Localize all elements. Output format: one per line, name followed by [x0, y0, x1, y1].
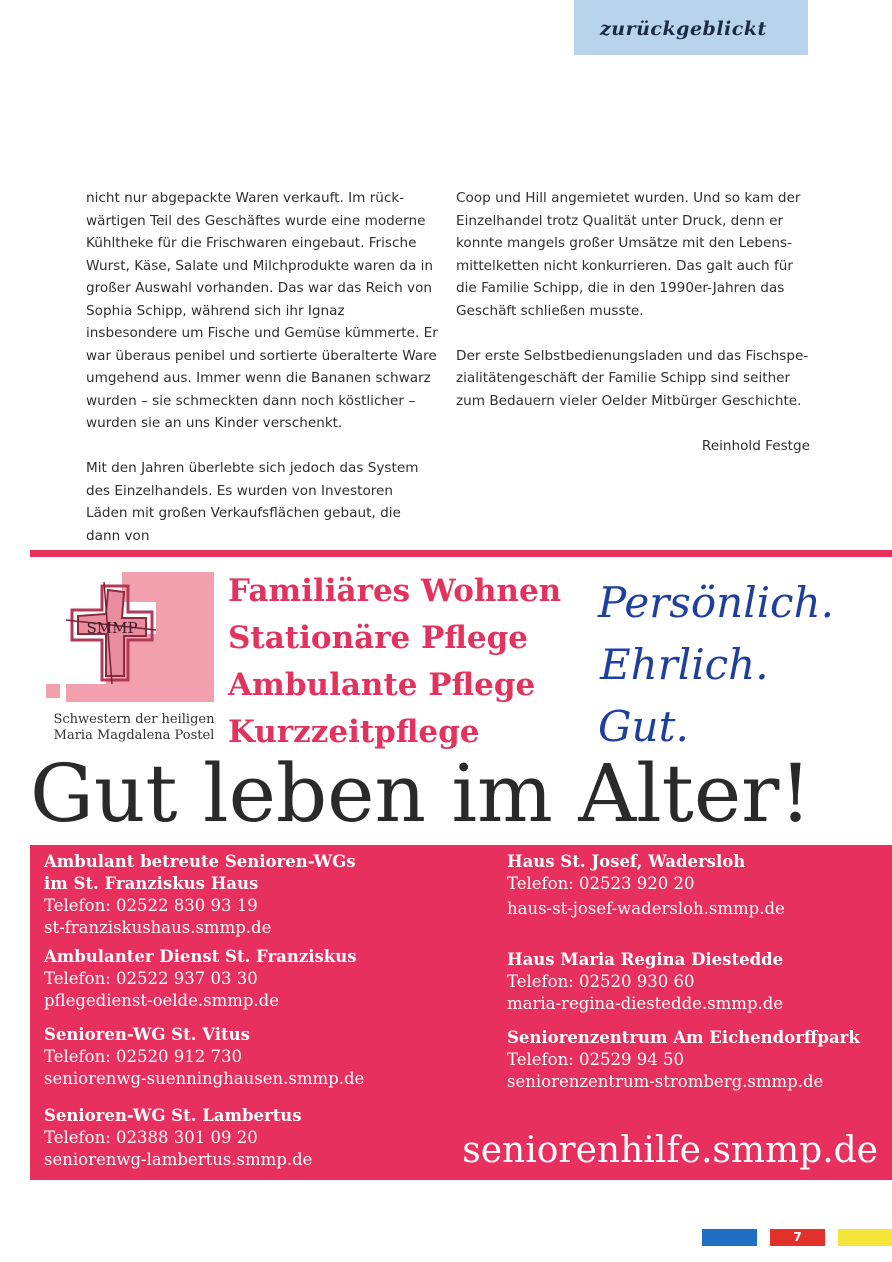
- smmp-logo: [44, 572, 214, 702]
- location-phone: Telefon: 02522 830 93 19: [44, 896, 258, 915]
- logo-caption-line: Maria Magdalena Postel: [53, 728, 215, 743]
- location-card: [44, 851, 356, 939]
- website-link[interactable]: seniorenhilfe.smmp.de: [462, 1130, 878, 1171]
- footer-bar-blue: [702, 1229, 757, 1246]
- location-card: [44, 946, 357, 1012]
- service-item: Ambulante Pflege: [228, 667, 536, 703]
- slogan-line: Ehrlich.: [600, 640, 769, 689]
- location-phone: Telefon: 02520 912 730: [44, 1047, 242, 1066]
- location-phone: Telefon: 02523 920 20: [507, 874, 695, 893]
- location-name: Ambulant betreute Senioren-WGs: [44, 852, 356, 871]
- service-item: Familiäres Wohnen: [228, 573, 562, 609]
- location-name: Senioren-WG St. Vitus: [44, 1025, 250, 1044]
- ad-divider: [30, 550, 892, 557]
- ad-headline: Gut leben im Alter!: [30, 747, 812, 840]
- svg-text:SMMP: SMMP: [86, 619, 138, 637]
- service-list: [228, 568, 598, 756]
- location-name: Haus St. Josef, Wadersloh: [507, 852, 746, 871]
- footer-bar-yellow: [838, 1229, 892, 1246]
- slogan: [598, 572, 888, 758]
- location-phone: Telefon: 02529 94 50: [507, 1050, 684, 1069]
- location-name: Senioren-WG St. Lambertus: [44, 1106, 302, 1125]
- service-item: Stationäre Pflege: [228, 620, 529, 656]
- location-phone: Telefon: 02388 301 09 20: [44, 1128, 258, 1147]
- smmp-cross-icon: [44, 572, 214, 702]
- logo-caption-line: Schwestern der heiligen: [53, 712, 215, 727]
- service-item: Kurzzeitpflege: [228, 714, 480, 750]
- location-phone: Telefon: 02520 930 60: [507, 972, 695, 991]
- article-column-right: [456, 187, 810, 457]
- location-url[interactable]: maria-regina-diestedde.smmp.de: [507, 994, 784, 1013]
- section-tag-label: zurückgeblickt: [600, 18, 767, 40]
- location-name: Seniorenzentrum Am Eichendorffpark: [507, 1028, 860, 1047]
- location-url[interactable]: seniorenzentrum-stromberg.smmp.de: [507, 1072, 824, 1091]
- location-name: im St. Franziskus Haus: [44, 874, 259, 893]
- location-card: [507, 949, 783, 1015]
- article-author: Reinhold Festge: [701, 437, 810, 454]
- page-number: 7: [793, 1230, 802, 1244]
- location-url[interactable]: seniorenwg-suenninghausen.smmp.de: [44, 1069, 365, 1088]
- article-paragraph: Coop und Hill angemietet wurden. Und so kam der Einzelhandel trotz Qualität unter Druck, denn er konnte mangels großer Umsätze mit den Lebens-mittelketten nicht konkurrieren. Das galt auch für die Familie Schipp, die in den 1990er-Jahren das Geschäft schließen musste.: [456, 190, 801, 319]
- location-card: [507, 1027, 860, 1093]
- article-paragraph: Mit den Jahren überlebte sich jedoch das System des Einzelhandels. Es wurden von Investoren Läden mit großen Verkaufsflächen gebaut, die dann von: [86, 460, 419, 544]
- logo-caption: [34, 712, 234, 744]
- advertisement: [30, 550, 892, 1180]
- location-phone: Telefon: 02522 937 03 30: [44, 969, 258, 988]
- slogan-line: Persönlich.: [598, 578, 834, 627]
- location-url[interactable]: haus-st-josef-wadersloh.smmp.de: [507, 899, 785, 918]
- location-card: [44, 1105, 312, 1171]
- section-tag: [574, 0, 808, 55]
- article-column-left: [86, 187, 438, 547]
- slogan-line: Gut.: [598, 702, 689, 751]
- location-url[interactable]: pflegedienst-oelde.smmp.de: [44, 991, 280, 1010]
- location-url[interactable]: seniorenwg-lambertus.smmp.de: [44, 1150, 313, 1169]
- article-paragraph: Der erste Selbstbedienungsladen und das Fischspe-zialitätengeschäft der Familie Schipp sind seither zum Bedauern vieler Oelder Mitbürger Geschichte.: [456, 347, 809, 409]
- article-paragraph: nicht nur abgepackte Waren verkauft. Im rück-wärtigen Teil des Geschäftes wurde eine moderne Kühltheke für die Frischwaren eingebaut. Frische Wurst, Käse, Salate und Milchprodukte waren da in großer Auswahl vorhanden. Das war das Reich von Sophia Schipp, während sich ihr Ignaz insbesondere um Fische und Gemüse kümmerte. Er war überaus penibel und sortierte überalterte Ware umgehend aus. Immer wenn die Bananen schwarz wurden – sie schmeckten dann noch köstlicher – wurden sie an uns Kinder verschenkt.: [86, 190, 438, 431]
- location-card: [507, 851, 785, 920]
- location-url[interactable]: st-franziskushaus.smmp.de: [44, 918, 272, 937]
- location-name: Ambulanter Dienst St. Franziskus: [44, 947, 357, 966]
- locations-panel: [30, 845, 892, 1180]
- location-name: Haus Maria Regina Diestedde: [507, 950, 784, 969]
- location-card: [44, 1024, 364, 1090]
